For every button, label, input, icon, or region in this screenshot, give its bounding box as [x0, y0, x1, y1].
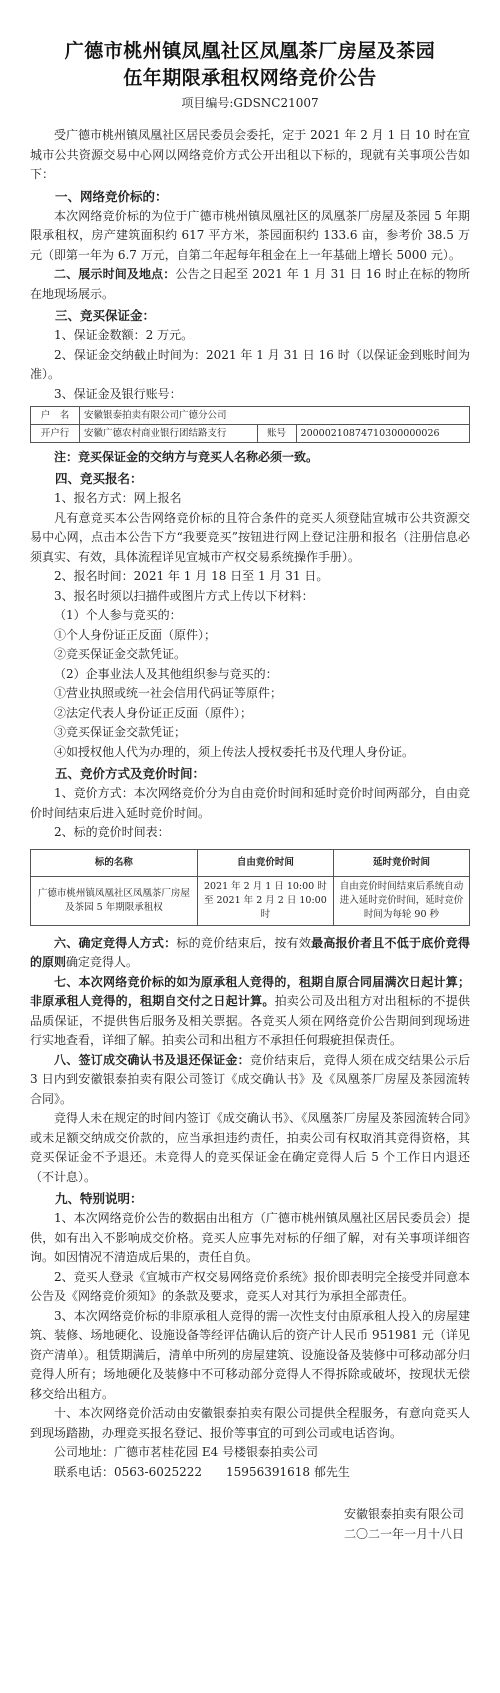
- title-line-2: 伍年期限承租权网络竞价公告: [123, 67, 377, 89]
- section-7: [30, 973, 470, 1051]
- registration-method-body: 凡有意竞买本公告网络竞价标的且符合条件的竞买人须登陆宣城市公共资源交易中心网，点击本公告下方“我要竞买”按钮进行网上登记注册和报名（注册信息必须真实、有效，具体流程详见宣城市产权交易系统操作手册）。: [30, 510, 470, 564]
- section-4-heading: 四、竞买报名：: [55, 471, 143, 486]
- section-6-body-a: 标的竞价结束后，按有效: [176, 935, 312, 950]
- free-time-cell: 2021 年 2 月 1 日 10:00 时至 2021 年 2 月 2 日 10:00 时: [197, 876, 333, 925]
- announcement-title: [30, 38, 470, 92]
- section-7-heading: 七、本次网络竞价标的如为原承租人竞得的，租期自原合同届满次日起计算；非原承租人竞得的，租期自交付之日起计算。: [30, 974, 470, 1008]
- company-materials-heading: （2）企事业法人及其他组织参与竞买的：: [54, 666, 278, 681]
- deposit-note: 注：竞买保证金的交纳方与竞买人名称必须一致。: [54, 450, 319, 464]
- section-9-heading: 九、特别说明：: [55, 1191, 143, 1206]
- section-6-heading: 六、确定竞得人方式：: [54, 935, 177, 950]
- account-number-label: 账号: [257, 425, 296, 443]
- bank-branch-row: [31, 425, 470, 443]
- bidding-schedule-heading: 2、标的竞价时间表：: [54, 825, 170, 839]
- company-material-item: ④如授权他人代为办理的，须上传法人授权委托书及代理人身份证。: [54, 744, 415, 759]
- deposit-deadline: 2、保证金交纳截止时间为：2021 年 1 月 31 日 16 时（以保证金到账时间为准）。: [30, 347, 470, 381]
- bank-branch-value: 安徽广德农村商业银行团结路支行: [80, 425, 258, 443]
- signature-date: 二〇二一年一月十八日: [343, 1527, 464, 1541]
- contact-phone: 联系电话：0563-6025222 15956391618 郁先生: [54, 1464, 350, 1479]
- bank-branch-label: 开户行: [31, 425, 80, 443]
- section-2-body: 公告之日起至 2021 年 1 月 31 日 16 时止在标的物所在地现场展示。: [30, 267, 470, 301]
- section-8-body-2: 竞得人未在规定的时间内签订《成交确认书》、《凤凰茶厂房屋及茶园流转合同》或未足额交纳成交价款的，应当承担违约责任，拍卖公司有权取消其竞得资格，其竞买保证金不予退还。未竞得人的竞买保证金在确定竞得人后 5 个工作日内退还（不计息）。: [30, 1111, 470, 1184]
- deposit-amount: 1、保证金数额：2 万元。: [54, 328, 194, 342]
- registration-materials: 3、报名时须以扫描件或图片方式上传以下材料：: [54, 588, 314, 603]
- special-note-item: 1、本次网络竞价公告的数据由出租方（广德市桃州镇凤凰社区居民委员会）提供，如有出入不影响成交价格。竞买人应事先对标的仔细了解，对有关事项详细咨询。如因情况不清造成后果的，责任自负。: [30, 1211, 470, 1264]
- section-1-heading: 一、网络竞价标的：: [55, 188, 168, 204]
- title-line-1: 广德市桃州镇凤凰社区凤凰茶厂房屋及茶园: [64, 40, 436, 62]
- extended-time-cell: 自由竞价时间结束后系统自动进入延时竞价时间，延时竞价时间为每轮 90 秒: [333, 876, 469, 925]
- section-8-body: 竞价结束后，竞得人须在成交结果公示后 3 日内到安徽银泰拍卖有限公司签订《成交确认书》及《凤凰茶厂房屋及茶园流转合同》。: [30, 1052, 470, 1106]
- special-note-item: 2、竞买人登录《宣城市产权交易网络竞价系统》报价即表明完全接受并同意本公告及《网络竞价须知》的条款及要求，竞买人对其行为承担全部责任。: [30, 1269, 470, 1303]
- personal-materials-heading: （1）个人参与竞买的：: [54, 608, 182, 622]
- section-7-body: 拍卖公司及出租方对出租标的不提供品质保证，不提供售后服务及相关票据。各竞买人须在网络竞价公告期间到现场进行实地查看，详细了解。拍卖公司和出租方不承担任何瑕疵担保责任。: [30, 994, 470, 1047]
- bank-account-table: [30, 406, 470, 443]
- account-name-label: 户 名: [31, 407, 80, 425]
- company-address: 公司地址：广德市茗桂花园 E4 号楼银泰拍卖公司: [54, 1445, 319, 1459]
- account-number-value: 20000210874710300000026: [296, 425, 469, 443]
- schedule-row: [31, 876, 470, 925]
- bidding-method: 1、竞价方式：本次网络竞价分为自由竞价时间和延时竞价时间两部分，自由竞价时间结束后进入延时竞价时间。: [30, 786, 470, 820]
- section-1-body: 本次网络竞价标的为位于广德市桃州镇凤凰社区的凤凰茶厂房屋及茶园 5 年期限承租权，房产建筑面积约 617 平方米，茶园面积约 133.6 亩，参考价 38.5 万元（即第一年为 6.7 万元，自第二年起每年租金在上一年基础上增长 5000 元）。: [30, 208, 470, 262]
- special-note-item: 3、本次网络竞价标的非原承租人竞得的需一次性支付由原承租人投入的房屋建筑、装修、场地硬化、设施设备等经评估确认后的资产计人民币 951981 元（详见资产清单）。租赁期满后，清单中所列的房屋建筑、设施设备及装修中可移动部分归竞得人所有；场地硬化及装修中不可移动部分竞得人不得拆除或破坏，按现状无偿移交给出租方。: [30, 1308, 470, 1401]
- registration-method: 1、报名方式：网上报名: [54, 491, 182, 505]
- col-header-free-time: 自由竞价时间: [197, 849, 333, 876]
- bank-name-row: [31, 407, 470, 425]
- registration-time: 2、报名时间：2021 年 1 月 18 日至 1 月 31 日。: [54, 569, 329, 583]
- section-2-heading: 二、展示时间及地点：: [54, 267, 176, 281]
- personal-material-item: ②竞买保证金交款凭证。: [54, 647, 187, 661]
- section-6-body-b: 确定竞得人。: [66, 955, 139, 969]
- section-2: [30, 265, 470, 304]
- col-header-lot: 标的名称: [31, 849, 198, 876]
- personal-material-item: ①个人身份证正反面（原件）；: [54, 627, 217, 642]
- section-8: [30, 1051, 470, 1110]
- intro-paragraph: 受广德市桃州镇凤凰社区居民委员会委托，定于 2021 年 2 月 1 日 10 时在宣城市公共资源交易中心网以网络竞价方式公开出租以下标的，现就有关事项公告如下：: [30, 128, 470, 181]
- col-header-extended-time: 延时竞价时间: [333, 849, 469, 876]
- lot-name-cell: 广德市桃州镇凤凰社区凤凰茶厂房屋及茶园 5 年期限承租权: [31, 876, 198, 925]
- company-material-item: ①营业执照或统一社会信用代码证等原件；: [54, 686, 283, 700]
- bidding-schedule-table: [30, 849, 470, 926]
- section-8-heading: 八、签订成交确认书及退还保证金：: [54, 1052, 250, 1067]
- section-6: [30, 934, 470, 973]
- section-5-heading: 五、竞价方式及竞价时间：: [55, 766, 206, 781]
- section-10-body: 十、本次网络竞价活动由安徽银泰拍卖有限公司提供全程服务，有意向竞买人到现场踏勘，办理竞买报名登记、报价等事宜的可到公司或电话咨询。: [30, 1406, 470, 1440]
- signature-company: 安徽银泰拍卖有限公司: [343, 1507, 464, 1521]
- account-name-value: 安徽银泰拍卖有限公司广德分公司: [80, 407, 470, 425]
- schedule-header-row: [31, 849, 470, 876]
- deposit-bank-heading: 3、保证金及银行账号：: [54, 386, 182, 401]
- project-number: 项目编号:GDSNC21007: [181, 96, 319, 110]
- company-material-item: ②法定代表人身份证正反面（原件）；: [54, 705, 253, 720]
- company-material-item: ③竞买保证金交款凭证；: [54, 725, 187, 739]
- section-3-heading: 三、竞买保证金：: [55, 308, 156, 323]
- section-6-body-bold: 最高报价者且不低于底价竞得的原则: [30, 935, 470, 969]
